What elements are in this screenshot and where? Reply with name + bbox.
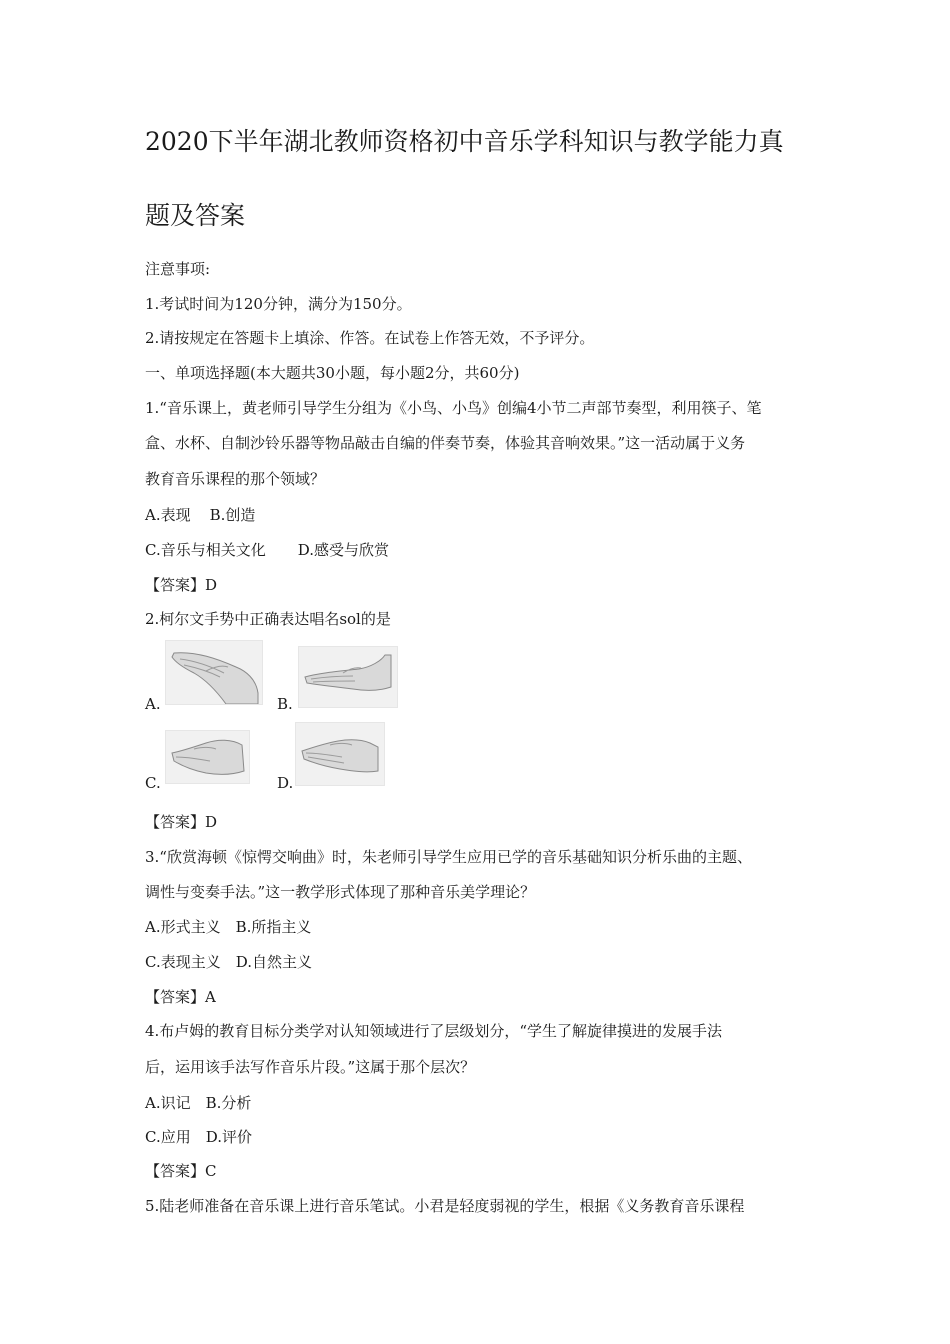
hand-sign-image-c	[165, 730, 250, 784]
q4-option-c: C.应用	[145, 1128, 191, 1146]
q4-stem-line1: 4.布卢姆的教育目标分类学对认知领域进行了层级划分，“学生了解旋律摸进的发展手法	[145, 1022, 722, 1040]
document-title-line1: 2020下半年湖北教师资格初中音乐学科知识与教学能力真	[145, 127, 784, 156]
q2-option-d-label: D.	[277, 774, 294, 792]
q3-option-d: D.自然主义	[235, 953, 312, 971]
hand-sign-image-b	[298, 646, 398, 708]
q3-option-a: A.形式主义	[145, 918, 221, 936]
hand-sign-image-d	[295, 722, 385, 786]
q1-option-a: A.表现	[145, 506, 191, 524]
q1-stem-line3: 教育音乐课程的那个领域？	[145, 470, 326, 488]
q1-option-b: B.创造	[209, 506, 256, 524]
q3-options-cd	[145, 952, 312, 972]
q3-answer: 【答案】A	[145, 988, 216, 1006]
q2-option-c-label: C.	[145, 774, 161, 792]
document-title-line2: 题及答案	[145, 201, 246, 230]
q4-option-a: A.识记	[145, 1094, 191, 1112]
q3-option-c: C.表现主义	[145, 953, 221, 971]
q4-options-cd	[145, 1127, 252, 1147]
q2-option-b-label: B.	[277, 695, 293, 713]
q2-answer: 【答案】D	[145, 813, 218, 831]
q4-answer: 【答案】C	[145, 1162, 217, 1180]
hand-sign-c-drawing	[166, 731, 249, 783]
q1-options-cd	[145, 540, 389, 560]
hand-sign-d-drawing	[296, 723, 384, 785]
q3-stem-line2: 调性与变奏手法。”这一教学形式体现了那种音乐美学理论？	[145, 883, 536, 901]
q1-option-d: D.感受与欣赏	[297, 541, 389, 559]
q4-options-ab	[145, 1093, 251, 1113]
q5-stem-line1: 5.陆老师准备在音乐课上进行音乐笔试。小君是轻度弱视的学生，根据《义务教育音乐课程	[145, 1197, 745, 1215]
hand-sign-b-drawing	[299, 647, 397, 707]
q1-stem-line1: 1.“音乐课上，黄老师引导学生分组为《小鸟、小鸟》创编4小节二声部节奏型，利用筷子、笔	[145, 399, 762, 417]
notice-heading: 注意事项:	[145, 260, 211, 278]
q2-option-a-label: A.	[145, 695, 161, 713]
q3-options-ab	[145, 917, 311, 937]
q4-stem-line2: 后，运用该手法写作音乐片段。”这属于那个层次？	[145, 1058, 476, 1076]
q3-option-b: B.所指主义	[235, 918, 312, 936]
notice-item-1: 1.考试时间为120分钟，满分为150分。	[145, 295, 412, 313]
q4-option-b: B.分析	[205, 1094, 252, 1112]
q1-stem-line2: 盒、水杯、自制沙铃乐器等物品敲击自编的伴奏节奏，体验其音响效果。”这一活动属于义务	[145, 434, 746, 452]
q1-answer: 【答案】D	[145, 576, 218, 594]
hand-sign-image-a	[165, 640, 263, 705]
q1-option-c: C.音乐与相关文化	[145, 541, 266, 559]
hand-sign-a-drawing	[166, 641, 262, 704]
notice-item-2: 2.请按规定在答题卡上填涂、作答。在试卷上作答无效，不予评分。	[145, 329, 595, 347]
q1-options-ab	[145, 505, 255, 525]
q3-stem-line1: 3.“欣赏海顿《惊愕交响曲》时，朱老师引导学生应用已学的音乐基础知识分析乐曲的主题、	[145, 848, 752, 866]
q2-stem: 2.柯尔文手势中正确表达唱名sol的是	[145, 610, 391, 628]
q4-option-d: D.评价	[205, 1128, 252, 1146]
section-heading: 一、单项选择题(本大题共30小题，每小题2分，共60分)	[145, 364, 520, 382]
